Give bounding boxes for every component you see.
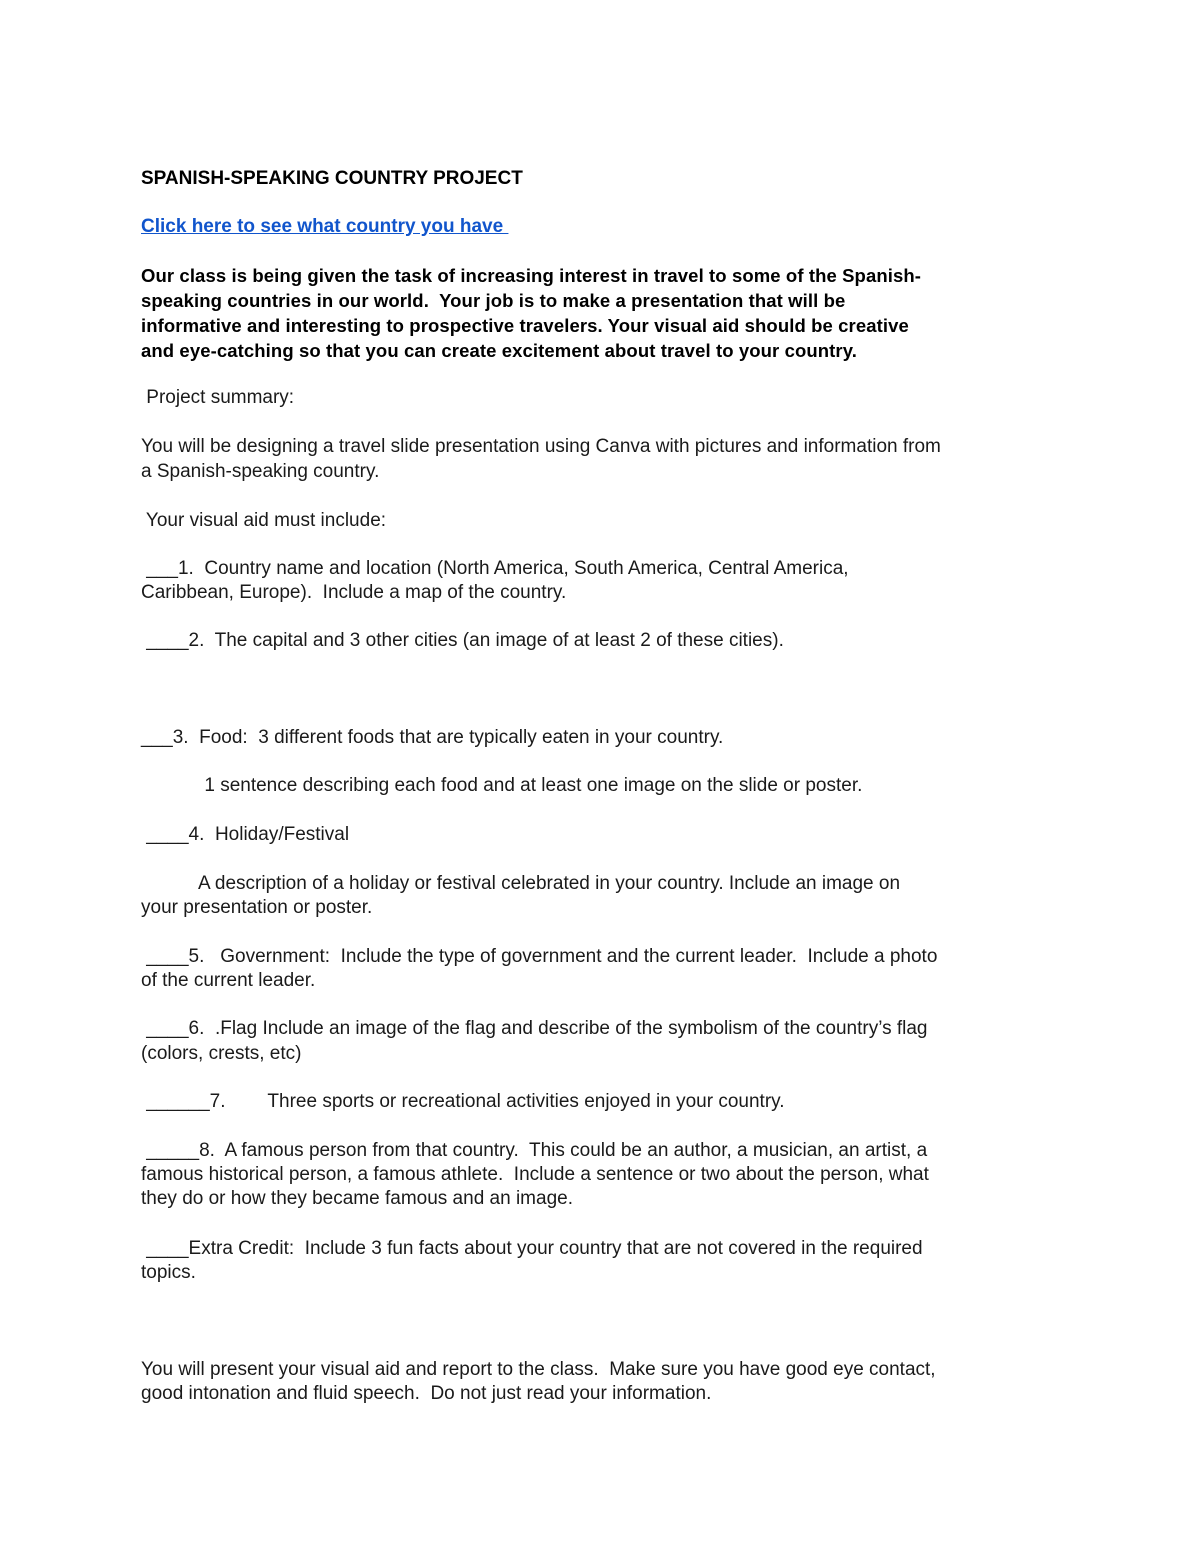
intro-line: speaking countries in our world. Your job is to make a presentation that will be <box>141 290 846 311</box>
item-4: ____4. Holiday/Festival <box>141 824 350 845</box>
item-3: ___3. Food: 3 different foods that are typically eaten in your country. <box>141 727 724 748</box>
include-heading: Your visual aid must include: <box>141 510 387 531</box>
summary-line: You will be designing a travel slide presentation using Canva with pictures and information from <box>141 436 941 457</box>
summary-heading: Project summary: <box>141 387 295 408</box>
item-line: Caribbean, Europe). Include a map of the country. <box>141 582 567 603</box>
intro-line: and eye-catching so that you can create excitement about travel to your country. <box>141 340 857 361</box>
item-line: your presentation or poster. <box>141 897 373 918</box>
intro-line: Our class is being given the task of increasing interest in travel to some of the Spanish- <box>141 265 922 286</box>
item-line: they do or how they became famous and an image. <box>141 1188 573 1209</box>
item-7: ______7. Three sports or recreational activities enjoyed in your country. <box>141 1091 785 1112</box>
item-line: famous historical person, a famous athlete. Include a sentence or two about the person, what <box>141 1164 929 1185</box>
item-line: ____6. .Flag Include an image of the flag and describe of the symbolism of the country’s flag <box>141 1018 928 1039</box>
item-line: of the current leader. <box>141 970 316 991</box>
item-line: ___1. Country name and location (North America, South America, Central America, <box>141 558 849 579</box>
item-line: A description of a holiday or festival celebrated in your country. Include an image on <box>141 873 901 894</box>
item-line: (colors, crests, etc) <box>141 1043 302 1064</box>
item-line: _____8. A famous person from that country. This could be an author, a musician, an artist, a <box>141 1140 928 1161</box>
closing-line: You will present your visual aid and report to the class. Make sure you have good eye contact, <box>141 1359 936 1380</box>
item-line: topics. <box>141 1262 196 1283</box>
document-title: SPANISH-SPEAKING COUNTRY PROJECT <box>141 168 523 189</box>
closing-line: good intonation and fluid speech. Do not just read your information. <box>141 1383 712 1404</box>
intro-line: informative and interesting to prospective travelers. Your visual aid should be creative <box>141 315 909 336</box>
item-line: ____Extra Credit: Include 3 fun facts about your country that are not covered in the required <box>141 1238 923 1259</box>
item-line: ____5. Government: Include the type of government and the current leader. Include a photo <box>141 946 938 967</box>
country-link[interactable]: Click here to see what country you have <box>141 216 509 237</box>
summary-line: a Spanish-speaking country. <box>141 461 380 482</box>
item-3-detail: 1 sentence describing each food and at least one image on the slide or poster. <box>141 775 863 796</box>
item-2: ____2. The capital and 3 other cities (an image of at least 2 of these cities). <box>141 630 784 651</box>
